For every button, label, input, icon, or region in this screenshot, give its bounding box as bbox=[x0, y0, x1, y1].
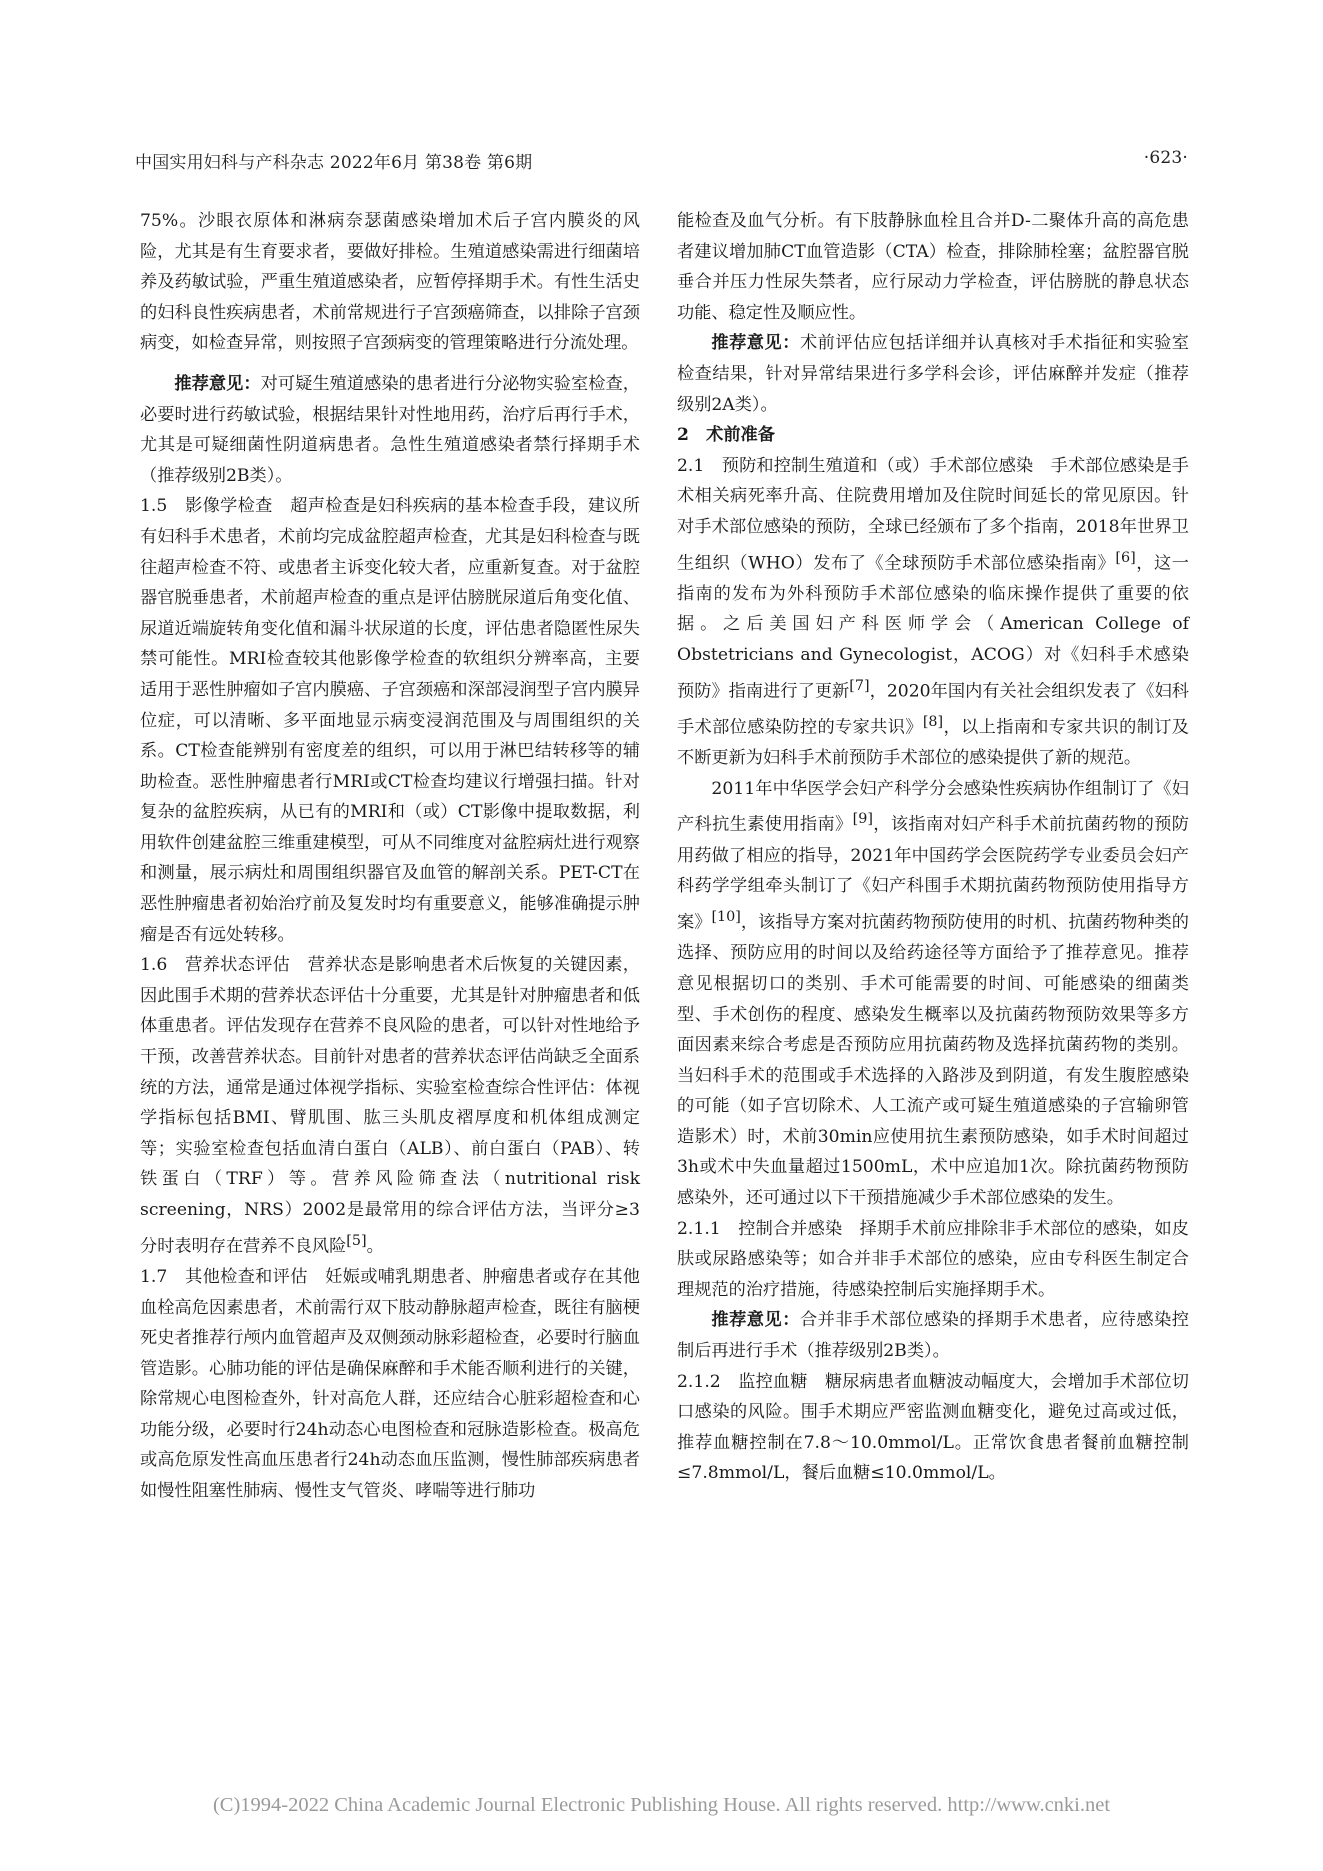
recommendation bbox=[677, 1305, 1189, 1366]
paragraph: 75%。沙眼衣原体和淋病奈瑟菌感染增加术后子宫内膜炎的风险，尤其是有生育要求者，要做好排检。生殖道感染需进行细菌培养及药敏试验，严重生殖道感染者，应暂停择期手术。有性生活史的妇科良性疾病患者，术前常规进行子宫颈癌筛查，以排除子宫颈病变，如检查异常，则按照子宫颈病变的管理策略进行分流处理。 bbox=[140, 211, 640, 354]
journal-title: 中国实用妇科与产科杂志 2022年6月 第38卷 第6期 bbox=[135, 153, 533, 173]
citation: [7] bbox=[849, 677, 870, 694]
section-1-7 bbox=[140, 1262, 640, 1507]
section-1-5 bbox=[140, 491, 640, 950]
right-column bbox=[677, 206, 1189, 1489]
section-2-1-2 bbox=[677, 1367, 1189, 1489]
running-header bbox=[135, 148, 1188, 173]
citation: [10] bbox=[711, 909, 741, 925]
section-text: 营养状态是影响患者术后恢复的关键因素，因此围手术期的营养状态评估十分重要，尤其是针对肿瘤患者和低体重患者。评估发现存在营养不良风险的患者，可以针对性地给予干预，改善营养状态。目前针对患者的营养状态评估尚缺乏全面系统的方法，通常是通过体视学指标、实验室检查综合性评估：体视学指标包括BMI、臂肌围、肱三头肌皮褶厚度和机体组成测定等；实验室检查包括血清白蛋白（ALB）、前白蛋白（PAB）、转铁蛋白（TRF）等。营养风险筛查法（nutritional risk screening，NRS）2002是最常用的综合评估方法，当评分≥3分时表明存在营养不良风险 bbox=[140, 955, 640, 1257]
section-text: 妊娠或哺乳期患者、肿瘤患者或存在其他血栓高危因素患者，术前需行双下肢动静脉超声检查，既往有脑梗死史者推荐行颅内血管超声及双侧颈动脉彩超检查，必要时行脑血管造影。心肺功能的评估是确保麻醉和手术能否顺利进行的关键，除常规心电图检查外，针对高危人群，还应结合心脏彩超检查和心功能分级，必要时行24h动态心电图检查和冠脉造影检查。极高危或高危原发性高血压患者行24h动态血压监测，慢性肺部疾病患者如慢性阻塞性肺病、慢性支气管炎、哮喘等进行肺功 bbox=[140, 1266, 640, 1502]
paragraph-text: ，该指导方案对抗菌药物预防使用的时机、抗菌药物种类的选择、预防应用的时间以及给药途径等方面给予了推荐意见。推荐意见根据切口的类别、手术可能需要的时间、可能感染的细菌类型、手术创伤的程度、感染发生概率以及抗菌药物预防效果等多方面因素来综合考虑是否预防应用抗菌药物及选择抗菌药物的类别。当妇科手术的范围或手术选择的入路涉及到阴道，有发生腹腔感染的可能（如子宫切除术、人工流产或可疑生殖道感染的子宫输卵管造影术）时，术前30min应使用抗生素预防感染，如手术时间超过3h或术中失血量超过1500mL，术中应追加1次。除抗菌药物预防感染外，还可通过以下干预措施减少手术部位感染的发生。 bbox=[677, 912, 1189, 1209]
recommendation-label: 推荐意见： bbox=[711, 1310, 800, 1331]
citation: [8] bbox=[922, 713, 944, 730]
recommendation bbox=[677, 328, 1189, 420]
recommendation-text: 对可疑生殖道感染的患者进行分泌物实验室检查，必要时进行药敏试验，根据结果针对性地用药，治疗后再行手术，尤其是可疑细菌性阴道病患者。急性生殖道感染者禁行择期手术（推荐级别2B类）。 bbox=[140, 373, 640, 486]
section-heading: 2.1.2 监控血糖 bbox=[677, 1371, 825, 1392]
recommendation-label: 推荐意见： bbox=[711, 333, 800, 354]
section-text: 择期手术前应排除非手术部位的感染，如皮肤或尿路感染等；如合并非手术部位的感染，应由专科医生制定合理规范的治疗措施，待感染控制后实施择期手术。 bbox=[677, 1218, 1189, 1300]
left-column bbox=[140, 206, 640, 1507]
page-number: ·623· bbox=[1143, 148, 1188, 168]
recommendation-text: 术前评估应包括详细并认真核对手术指征和实验室检查结果，针对异常结果进行多学科会诊，评估麻醉并发症（推荐级别2A类）。 bbox=[677, 333, 1189, 415]
recommendation-text: 合并非手术部位感染的择期手术患者，应待感染控制后再进行手术（推荐级别2B类）。 bbox=[677, 1310, 1189, 1362]
recommendation bbox=[140, 369, 640, 491]
section-text: 糖尿病患者血糖波动幅度大，会增加手术部位切口感染的风险。围手术期应严密监测血糖变化，避免过高或过低，推荐血糖控制在7.8～10.0mmol/L。正常饮食患者餐前血糖控制≤7.8mmol/L，餐后血糖≤10.0mmol/L。 bbox=[677, 1371, 1189, 1484]
section-text: 手术部位感染是手术相关病死率升高、住院费用增加及住院时间延长的常见原因。针对手术部位感染的预防，全球已经颁布了多个指南，2018年世界卫生组织（WHO）发布了《全球预防手术部位感染指南》 bbox=[677, 455, 1189, 574]
section-heading: 2.1.1 控制合并感染 bbox=[677, 1218, 860, 1239]
section-text: ，以上指南和专家共识的制订及不断更新为妇科手术前预防手术部位的感染提供了新的规范。 bbox=[677, 717, 1189, 769]
section-1-6 bbox=[140, 950, 640, 1262]
paragraph-text: ，该指南对妇产科手术前抗菌药物的预防用药做了相应的指导，2021年中国药学会医院药学专业委员会妇产科药学学组牵头制订了《妇产科围手术期抗菌药物预防使用指导方案》 bbox=[677, 815, 1189, 933]
recommendation-label: 推荐意见： bbox=[174, 373, 261, 394]
citation: [9] bbox=[852, 811, 873, 828]
paragraph: 能检查及血气分析。有下肢静脉血栓且合并D-二聚体升高的高危患者建议增加肺CT血管造影（CTA）检查，排除肺栓塞；盆腔器官脱垂合并压力性尿失禁者，应行尿动力学检查，评估膀胱的静息状态功能、稳定性及顺应性。 bbox=[677, 211, 1189, 323]
section-heading: 2.1 预防和控制生殖道和（或）手术部位感染 bbox=[677, 455, 1051, 476]
paragraph bbox=[677, 774, 1189, 1214]
citation: [5] bbox=[346, 1232, 367, 1249]
section-2-1-1 bbox=[677, 1214, 1189, 1306]
paragraph-text: 2011年中华医学会妇产科学分会感染性疾病协作组制订了《妇产科抗生素使用指南》 bbox=[677, 778, 1189, 836]
section-heading: 1.6 营养状态评估 bbox=[140, 955, 308, 976]
copyright-footer: (C)1994-2022 China Academic Journal Electronic Publishing House. All rights reserved. http://www.cnki.net bbox=[212, 1794, 1111, 1816]
citation: [6] bbox=[1115, 549, 1136, 566]
section-2-heading: 2 术前准备 bbox=[677, 425, 775, 446]
section-text: 超声检查是妇科疾病的基本检查手段，建议所有妇科手术患者，术前均完成盆腔超声检查，尤其是妇科检查与既往超声检查不符、或患者主诉变化较大者，应重新复查。对于盆腔器官脱垂患者，术前超声检查的重点是评估膀胱尿道后角变化值、尿道近端旋转角变化值和漏斗状尿道的长度，评估患者隐匿性尿失禁可能性。MRI检查较其他影像学检查的软组织分辨率高，主要适用于恶性肿瘤如子宫内膜癌、子宫颈癌和深部浸润型子宫内膜异位症，可以清晰、多平面地显示病变浸润范围及与周围组织的关系。CT检查能辨别有密度差的组织，可以用于淋巴结转移等的辅助检查。恶性肿瘤患者行MRI或CT检查均建议行增强扫描。针对复杂的盆腔疾病，从已有的MRI和（或）CT影像中提取数据，利用软件创建盆腔三维重建模型，可从不同维度对盆腔病灶进行观察和测量，展示病灶和周围组织器官及血管的解剖关系。PET-CT在恶性肿瘤患者初始治疗前及复发时均有重要意义，能够准确提示肿瘤是否有远处转移。 bbox=[140, 496, 640, 945]
punctuation: 。 bbox=[366, 1236, 384, 1257]
section-2-1 bbox=[677, 451, 1189, 774]
section-heading: 1.5 影像学检查 bbox=[140, 496, 291, 517]
section-text: ，2020年国内有关社会组织发表了《妇科手术部位感染防控的专家共识》 bbox=[677, 681, 1189, 738]
section-heading: 1.7 其他检查和评估 bbox=[140, 1266, 326, 1287]
section-text: ，这一指南的发布为外科预防手术部位感染的临床操作提供了重要的依据。之后美国妇产科医师学会（American College of Obstetricians and Gynecologist，ACOG）对《妇科手术感染预防》指南进行了更新 bbox=[677, 553, 1189, 702]
